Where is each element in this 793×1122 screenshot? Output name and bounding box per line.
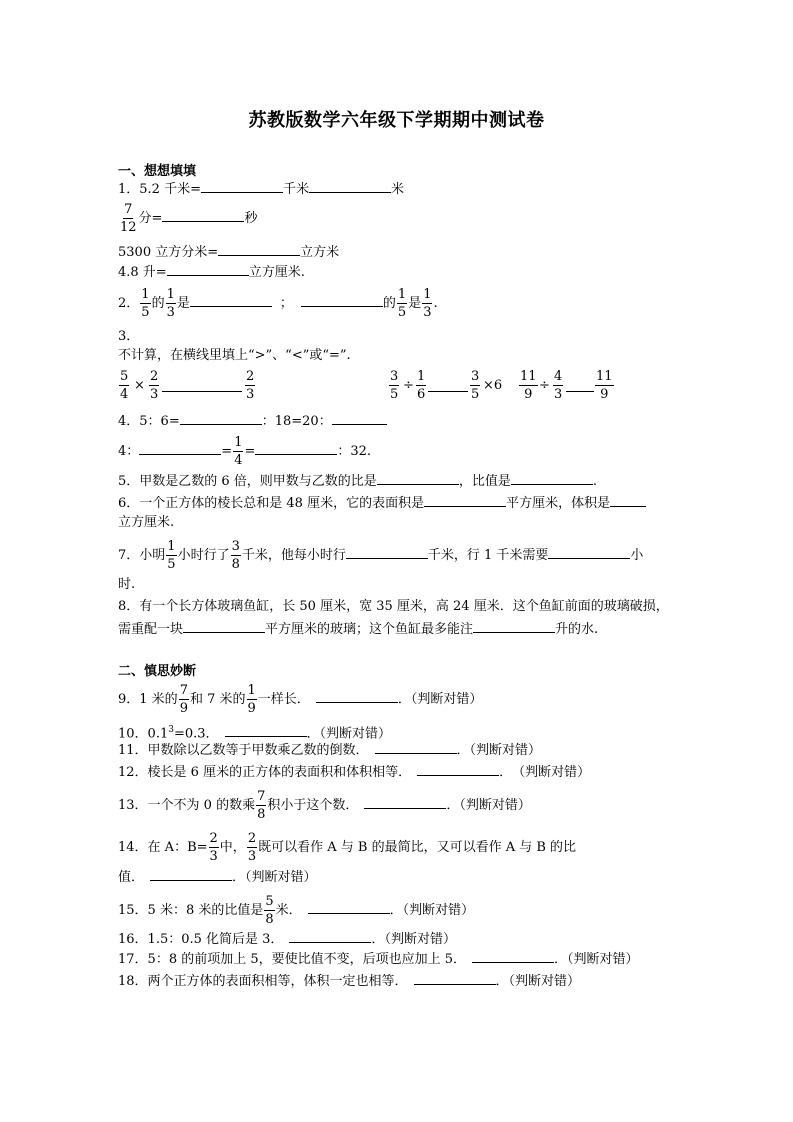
question-14-line-2: 值． ．（判断对错） (118, 870, 317, 885)
question-11: 11．甲数除以乙数等于甲数乘乙数的倒数． ．（判断对错） (118, 743, 542, 758)
question-8-line-2: 需重配一块 平方厘米的玻璃；这个鱼缸最多能注 升的水. (118, 622, 599, 637)
answer-blank[interactable] (473, 620, 555, 633)
fraction: $\frac{3}{8}$ (231, 539, 240, 572)
question-14-line-1: 14．在 A：B= $\frac{2}{3}$ 中， $\frac{2}{3}$ 既可以看作 A 与 B 的最简比，又可以看作 A 与 B 的比 (118, 831, 577, 864)
answer-blank[interactable] (167, 263, 249, 276)
fraction: $\frac{7}{12}$ (120, 202, 137, 235)
answer-blank[interactable] (332, 412, 387, 425)
answer-blank[interactable] (364, 796, 446, 809)
question-5: 5．甲数是乙数的 6 倍，则甲数与乙数的比是 ，比值是 . (118, 474, 597, 489)
fraction: $\frac{7}{9}$ (179, 683, 188, 716)
section-heading-fill: 一、想想填填 (118, 164, 197, 179)
question-3-instruction: 不计算，在横线里填上“>”、“<”或“=”. (118, 348, 351, 363)
answer-blank[interactable] (139, 442, 221, 455)
question-10: 10．$0.1^3=0.3$． ．（判断对错） (118, 725, 392, 742)
fraction: $\frac{5}{8}$ (265, 894, 274, 927)
question-7-line-1: 7．小明 $\frac{1}{5}$ 小时行了 $\frac{3}{8}$ 千米，他每小时行 千米，行 1 千米需要 小 (118, 539, 644, 572)
answer-blank[interactable] (183, 620, 265, 633)
answer-blank[interactable] (218, 243, 300, 256)
answer-blank[interactable] (255, 442, 337, 455)
fraction: $\frac{7}{8}$ (257, 789, 266, 822)
question-9: 9．1 米的 $\frac{7}{9}$ 和 7 米的 $\frac{1}{9}$ 一样长． ．（判断对错） (118, 683, 483, 716)
compare-blank[interactable] (428, 391, 468, 392)
answer-blank[interactable] (201, 180, 283, 193)
answer-blank[interactable] (472, 950, 554, 963)
answer-blank[interactable] (548, 546, 630, 559)
question-13: 13．一个不为 0 的数乘 $\frac{7}{8}$ 积小于这个数． ．（判断对错） (118, 789, 531, 822)
worksheet-page: 苏教版数学六年级下学期期中测试卷 一、想想填填 1．5.2 千米= 千米 米 $\frac{7}{12}$ 分= 秒 5300 立方分米= 立方米 4.8 升= 立方厘米. 2． $\frac{1}{5}$ 的 $\frac{1}{3}$ 是 ； 的 $\frac{1}{5}$ 是 $\frac{1}{3}$ . 3． 不计算，在横线里填上“>”、“<”或“=”. $\frac{5}{4}$ × $\frac{2}{3}$ $\frac{2}{3}$ $\frac{3}{5}$ ÷ $\frac{1}{6}$ $\frac{3}{5}$ ×6 $\frac{11}{9}$ ÷ $\frac{4}{3}$ $\frac{11}{9}$ 4．5：6= ：18=20： 4： = $\frac{1}{4}$ = ：32. 5．甲数是乙数的 6 倍，则甲数与乙数的比是 ，比值是 . 6．一个正方体的棱长总和是 48 厘米，它的表面积是 平方厘米，体积是 立方厘米. 7．小明 $\frac{1}{5}$ 小时行了 $\frac{3}{8}$ 千米，他每小时行 千米，行 1 千米需要 小 时. 8．有一个长方体玻璃鱼缸，长 50 厘米，宽 35 厘米，高 24 厘米．这个鱼缸前面的玻璃破损， 需重配一块 平方厘米的玻璃；这个鱼缸最多能注 升的水. 二、慎思妙断 9．1 米的 $\frac{7}{9}$ 和 7 米的 $\frac{1}{9}$ 一样长． ．（判断对错） 10．$0.1^3=0.3$． ．（判断对错） 11．甲数除以乙数等于甲数乘乙数的倒数． ．（判断对错） 12．棱长是 6 厘米的正方体的表面积和体积相等． ． （判断对错） 13．一个不为 0 的数乘 $\frac{7}{8}$ 积小于这个数． ．（判断对错） 14．在 A：B= $\frac{2}{3}$ 中， $\frac{2}{3}$ 既可以看作 A 与 B 的最简比，又可以看作 A 与 B 的比 值． ．（判断对错） 15．5 米：8 米的比值是 $\frac{5}{8}$ 米． ．（判断对错） 16．1.5：0.5 化简后是 3． ．（判断对错） 17．5：8 的前项加上 5，要使比值不变，后项也应加上 5． ．（判断对错） 18．两个正方体的表面积相等，体积一定也相等． ．（判断对错） (0, 0, 793, 1122)
answer-blank[interactable] (377, 472, 459, 485)
fraction: $\frac{1}{5}$ (397, 287, 407, 320)
question-16: 16．1.5：0.5 化简后是 3． ．（判断对错） (118, 932, 456, 947)
question-12: 12．棱长是 6 厘米的正方体的表面积和体积相等． ． （判断对错） (118, 765, 591, 780)
question-2: 2． $\frac{1}{5}$ 的 $\frac{1}{3}$ 是 ； 的 $\frac{1}{5}$ 是 $\frac{1}{3}$ . (118, 287, 438, 320)
answer-blank[interactable] (180, 412, 262, 425)
question-1-line-2: $\frac{7}{12}$ 分= 秒 (120, 202, 258, 235)
question-4-line-1: 4．5：6= ：18=20： (118, 412, 387, 431)
section-heading-judge: 二、慎思妙断 (118, 664, 197, 679)
answer-blank[interactable] (190, 294, 272, 307)
question-6-line-2: 立方厘米. (118, 515, 175, 530)
answer-blank[interactable] (316, 690, 398, 703)
question-1-line-1: 1．5.2 千米= 千米 米 (118, 182, 405, 197)
question-17: 17．5：8 的前项加上 5，要使比值不变，后项也应加上 5． ．（判断对错） (118, 952, 639, 967)
fraction: $\frac{1}{5}$ (141, 287, 150, 320)
answer-blank[interactable] (150, 868, 232, 881)
compare-blank[interactable] (566, 391, 594, 392)
answer-blank[interactable] (417, 763, 499, 776)
fraction: $\frac{1}{3}$ (166, 287, 175, 320)
question-4-line-2: 4： = $\frac{1}{4}$ = ：32. (118, 435, 372, 468)
answer-blank[interactable] (424, 494, 506, 507)
answer-blank[interactable] (301, 294, 383, 307)
question-7-line-2: 时. (118, 577, 136, 592)
answer-blank[interactable] (309, 180, 391, 193)
answer-blank[interactable] (414, 972, 496, 985)
fraction: $\frac{2}{3}$ (247, 831, 257, 864)
answer-blank[interactable] (308, 901, 390, 914)
question-15: 15．5 米：8 米的比值是 $\frac{5}{8}$ 米． ．（判断对错） (118, 894, 475, 927)
answer-blank[interactable] (610, 494, 646, 507)
answer-blank[interactable] (289, 930, 371, 943)
question-1-line-4: 4.8 升= 立方厘米. (118, 265, 305, 280)
compare-blank[interactable] (162, 391, 242, 392)
answer-blank[interactable] (162, 209, 244, 222)
answer-blank[interactable] (225, 724, 307, 737)
question-1-line-3: 5300 立方分米= 立方米 (118, 245, 340, 260)
answer-blank[interactable] (511, 472, 593, 485)
fraction: $\frac{1}{5}$ (167, 539, 176, 572)
fraction: $\frac{2}{3}$ (209, 831, 218, 864)
answer-blank[interactable] (375, 741, 457, 754)
page-title: 苏教版数学六年级下学期期中测试卷 (248, 110, 545, 131)
question-3-number: 3． (118, 329, 140, 344)
question-6-line-1: 6．一个正方体的棱长总和是 48 厘米，它的表面积是 平方厘米，体积是 (118, 494, 646, 513)
fraction: $\frac{1}{3}$ (423, 287, 432, 320)
question-18: 18．两个正方体的表面积相等，体积一定也相等． ．（判断对错） (118, 974, 581, 989)
fraction: $\frac{1}{9}$ (247, 683, 256, 716)
fraction: $\frac{1}{4}$ (234, 435, 243, 468)
answer-blank[interactable] (346, 546, 428, 559)
question-8-line-1: 8．有一个长方体玻璃鱼缸，长 50 厘米，宽 35 厘米，高 24 厘米．这个鱼缸前面的玻璃破损， (118, 599, 669, 614)
